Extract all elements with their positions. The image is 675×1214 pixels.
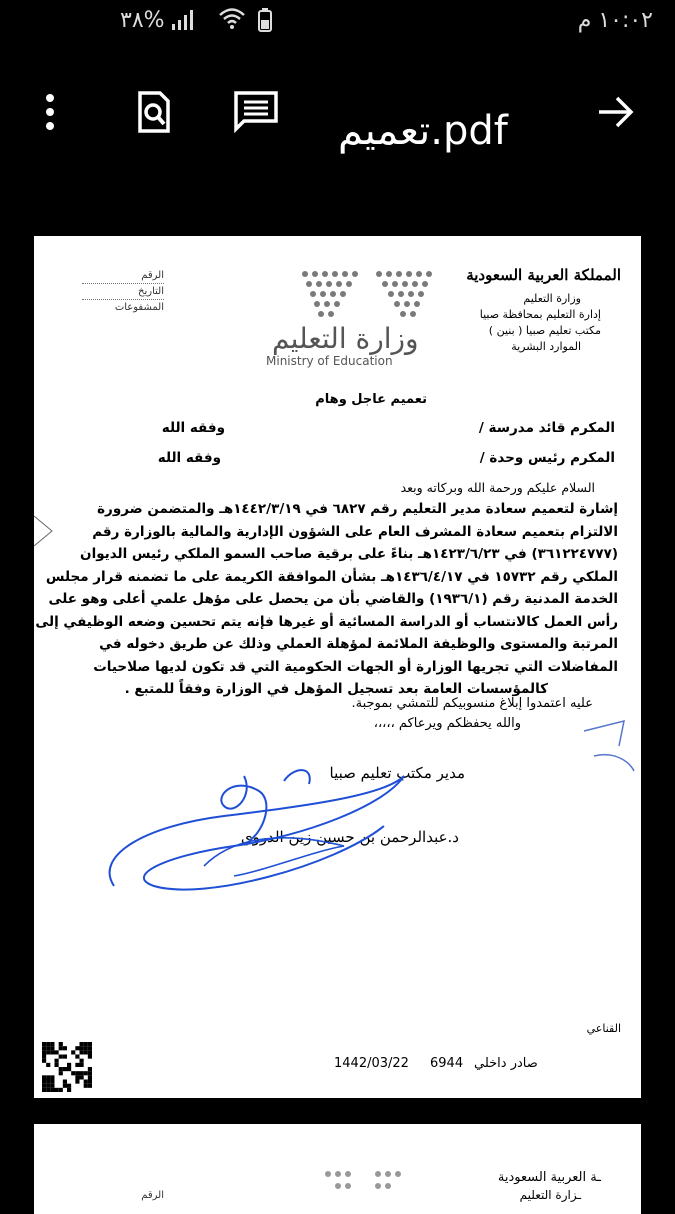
qr-module [88,1067,92,1071]
logo-dot [302,271,308,277]
qr-module [67,1088,71,1092]
qr-module [46,1050,50,1054]
qr-module [88,1055,92,1059]
logo-dot [328,311,334,317]
qr-module [50,1084,54,1088]
logo-dot [406,271,412,277]
logo-dot [398,291,404,297]
qr-module [63,1080,67,1084]
ministry-logo [318,1164,408,1208]
qr-module [50,1046,54,1050]
qr-module [80,1071,84,1075]
request-line: عليه اعتمدوا إبلاغ منسوبيكم للتمشي بموجبة. [351,696,593,711]
logo-dot [336,281,342,287]
qr-module [42,1088,46,1092]
body-line: كالمؤسسات العامة بعد تسجيل المؤهل في الوزارة وفقاً للمتبع . [124,681,548,697]
logo-dot [376,271,382,277]
logo-dot [324,301,330,307]
subject: تعميم عاجل وهام [315,392,427,407]
logo-arabic: وزارة التعليم [272,322,419,355]
body-line: المفاضلات التي تجريها الوزارة أو الجهات الحكومية التي قد تكون لديها صلاحيات [93,658,618,675]
qr-module [80,1063,84,1067]
logo-dot [410,311,416,317]
body-line: المرتبة والمستوى والوظيفة الملائمة لمؤهلة العملي وذلك عن طريق دخوله في [99,636,618,652]
qr-module [50,1042,54,1046]
logo-dot [388,291,394,297]
divider [82,299,164,300]
divider [82,283,164,284]
qr-module [67,1084,71,1088]
qr-module [46,1088,50,1092]
logo-dot [412,281,418,287]
qr-module [42,1084,46,1088]
logo-dot [394,301,400,307]
qr-module [84,1080,88,1084]
logo-dot [386,271,392,277]
qr-module [63,1067,67,1071]
logo-dot [340,291,346,297]
qr-module [80,1050,84,1054]
margin-mark [34,511,54,555]
ministry-logo [292,266,442,326]
body-line: (٣٦١٢٢٤٧٧٧) في ١٤٢٣/٦/٢٣هـ بناءً على برقية صاحب السمو الملكي رئيس الديوان [80,546,618,562]
wifi-icon [218,6,246,36]
qr-module [42,1080,46,1084]
logo-dot [312,271,318,277]
department-line: إدارة التعليم بمحافظة صبيا [479,308,601,321]
qr-module [55,1088,59,1092]
qr-module [50,1075,54,1079]
qr-module [84,1050,88,1054]
more-vert-icon[interactable] [26,88,74,136]
search-document-icon[interactable] [130,88,178,136]
qr-module [46,1075,50,1079]
logo-dot [334,301,340,307]
qr-module [63,1046,67,1050]
department-line: مكتب تعليم صبيا ( بنين ) [488,324,601,337]
signature-title: مدير مكتب تعليم صبيا [329,764,465,782]
qr-module [42,1050,46,1054]
qr-module [80,1046,84,1050]
qr-module [55,1059,59,1063]
signal-icon [170,8,196,38]
qr-module [75,1055,79,1059]
qr-module [42,1075,46,1079]
logo-dot [402,281,408,287]
qr-module [88,1080,92,1084]
recipient: المكرم قائد مدرسة / [478,420,615,436]
logo-dot [416,271,422,277]
body-line: الالتزام بتعميم سعادة المشرف العام على الشؤون الإدارية والمالية بالوزارة رقم [92,523,618,540]
qr-module [42,1055,46,1059]
qr-module [59,1042,63,1046]
qr-module [84,1046,88,1050]
logo-dot [332,271,338,277]
handwritten-mark [574,716,641,780]
ministry-header: وزارة التعليم [523,292,581,305]
forward-arrow-icon[interactable] [592,88,640,136]
qr-module [59,1088,63,1092]
recipient: المكرم رئيس وحدة / [479,450,615,466]
logo-dot [310,291,316,297]
logo-dot [426,271,432,277]
qr-module [71,1071,75,1075]
greeting: السلام عليكم ورحمة الله وبركاته وبعد [400,480,595,495]
document-page [34,236,641,1098]
kingdom-header: المملكة العربية السعودية [466,266,621,284]
qr-module [75,1063,79,1067]
logo-dot [342,271,348,277]
logo-dot [404,301,410,307]
document-title: تعميم.pdf [338,108,508,154]
qr-module [88,1084,92,1088]
qr-module [75,1071,79,1075]
logo-dot [306,281,312,287]
logo-dot [318,311,324,317]
qr-module [88,1075,92,1079]
qr-module [46,1080,50,1084]
qr-module [63,1055,67,1059]
status-bar [0,0,675,44]
qr-module [75,1080,79,1084]
logo-dot [418,291,424,297]
recipient-closing: وفقه الله [161,420,225,436]
signature-name: د.عبدالرحمن بن حسين زين الدروي [240,828,459,846]
logo-english: Ministry of Education [266,354,393,368]
closing-line: والله يحفظكم ويرعاكم ،،،،، [373,716,521,731]
logo-dot [316,281,322,287]
logo-dot [414,301,420,307]
qr-module [71,1050,75,1054]
qr-module [67,1067,71,1071]
qr-module [59,1055,63,1059]
battery-icon [258,8,272,38]
qr-module [42,1042,46,1046]
outgoing-date: 1442/03/22 [334,1056,409,1071]
initials: القناعي [586,1022,621,1035]
logo-dot [326,281,332,287]
signature-scribble [84,736,414,910]
recipient-closing: وفقه الله [157,450,221,466]
qr-module [46,1046,50,1050]
qr-module [46,1042,50,1046]
qr-module [50,1080,54,1084]
meta-number-label: الرقم [141,270,164,281]
qr-module [80,1042,84,1046]
qr-module [75,1046,79,1050]
qr-module [88,1046,92,1050]
document-page-2 [34,1124,641,1214]
qr-module [84,1042,88,1046]
qr-module [75,1075,79,1079]
body-line: الخدمة المدنية رقم (١٩٣٦/١) والقاضي بأن من يحصل على مؤهل علمي أعلى وهو على [48,591,618,607]
logo-dot [408,291,414,297]
body-line: الملكي رقم ١٥٧٣٢ في ١٤٣٦/٤/١٧هـ بشأن الموافقة الكريمة على ما تضمنه قرار مجلس [45,568,618,585]
logo-dot [322,271,328,277]
logo-dot [382,281,388,287]
body-line: رأس العمل كالانتساب أو الدراسة المسائية أو غيرها فإنه يتم تحسين وضعه الوظيفي إلى [35,613,618,630]
qr-code [42,1042,92,1092]
logo-dot [392,281,398,287]
qr-module [59,1046,63,1050]
qr-module [80,1075,84,1079]
qr-module [88,1050,92,1054]
logo-dot [422,281,428,287]
kingdom-header: ـة العربية السعودية [497,1170,601,1185]
qr-module [50,1050,54,1054]
outgoing-label: صادر داخلي [474,1056,538,1071]
meta-number-label: الرقم [141,1190,164,1201]
logo-dot [320,291,326,297]
qr-module [67,1063,71,1067]
body-line: إشارة لتعميم سعادة مدير التعليم رقم ٦٨٢٧ في ١٤٤٢/٣/١٩هـ والمتضمن ضرورة [97,501,618,517]
qr-module [84,1084,88,1088]
qr-module [55,1050,59,1054]
qr-module [46,1063,50,1067]
qr-module [59,1071,63,1075]
letter-body [35,498,618,701]
qr-module [84,1071,88,1075]
logo-dot [314,301,320,307]
battery-percent: ٣٨% [120,8,165,33]
logo-dot [330,291,336,297]
qr-module [80,1059,84,1063]
department-line: الموارد البشرية [511,340,581,353]
logo-dot [400,311,406,317]
qr-module [88,1042,92,1046]
qr-module [55,1063,59,1067]
qr-module [50,1088,54,1092]
comments-icon[interactable] [232,88,280,136]
qr-module [88,1071,92,1075]
meta-attachments-label: المشفوعات [114,302,164,313]
logo-dot [346,281,352,287]
ministry-header: ـزارة التعليم [519,1188,581,1202]
clock: ١٠:٠٢ م [577,8,653,33]
outgoing-number: 6944 [430,1056,464,1071]
qr-module [46,1084,50,1088]
logo-dot [396,271,402,277]
meta-date-label: التاريخ [138,286,164,297]
qr-module [63,1084,67,1088]
logo-dot [352,271,358,277]
qr-module [59,1067,63,1071]
qr-module [42,1046,46,1050]
qr-module [42,1059,46,1063]
